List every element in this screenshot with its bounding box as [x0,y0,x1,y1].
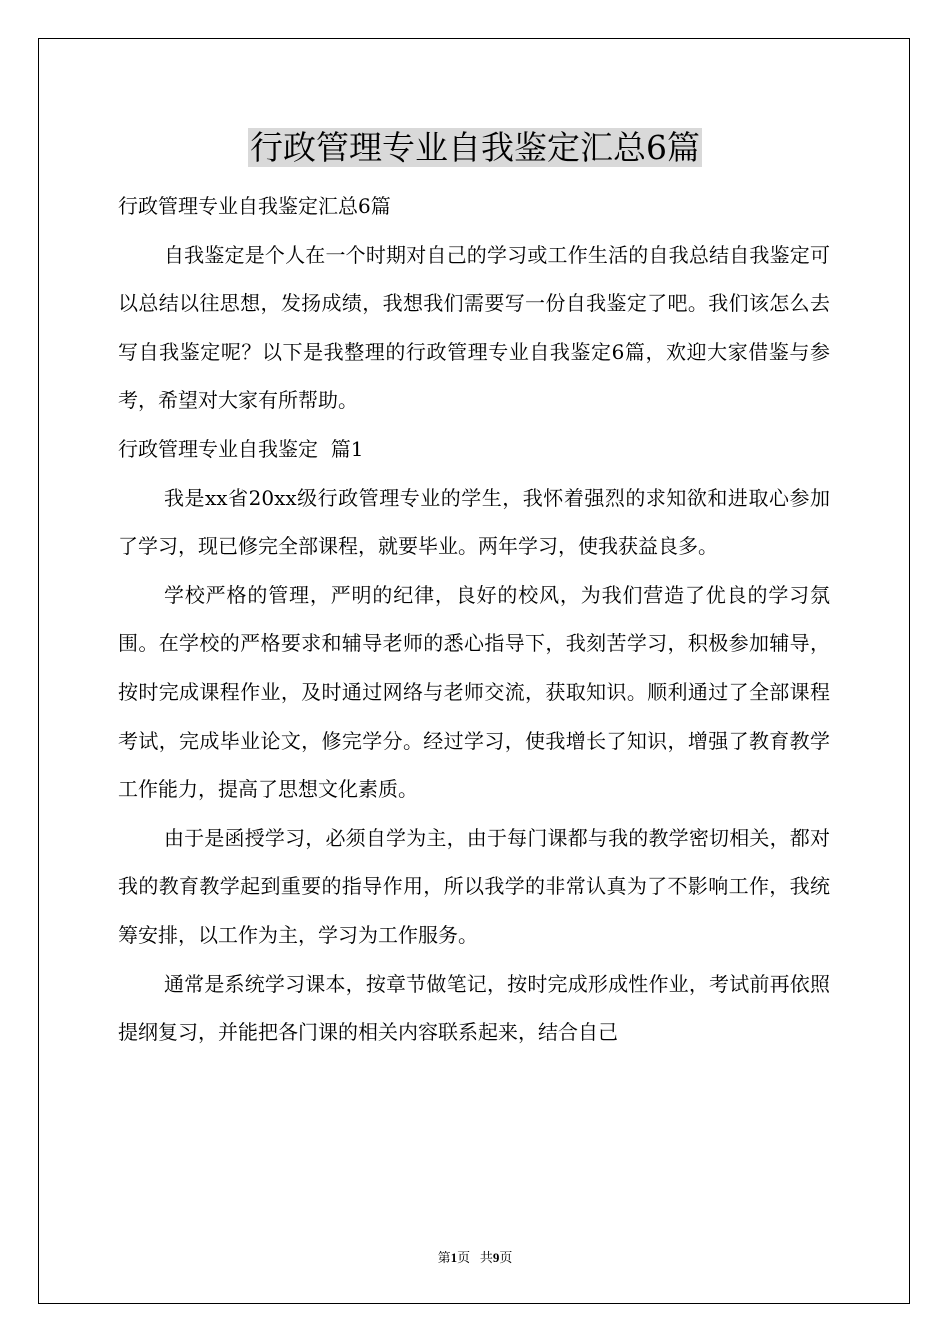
footer-prefix: 第 [437,1250,451,1265]
footer-page-suffix: 页 [457,1250,471,1265]
page-footer [0,1247,950,1266]
section-heading: 行政管理专业自我鉴定 篇1 [118,436,364,461]
document-subtitle: 行政管理专业自我鉴定汇总6篇 [118,194,391,218]
footer-total-suffix: 页 [499,1250,513,1265]
body-paragraph-2: 学校严格的管理，严明的纪律，良好的校风，为我们营造了优良的学习氛围。在学校的严格要求和辅导老师的悉心指导下，我刻苦学习，积极参加辅导，按时完成课程作业，及时通过网络与老师交流，获取知识。顺利通过了全部课程考试，完成毕业论文，修完学分。经过学习，使我增长了知识，增强了教育教学工作能力，提高了思想文化素质。 [118,582,830,802]
intro-paragraph: 自我鉴定是个人在一个时期对自己的学习或工作生活的自我总结自我鉴定可以总结以往思想，发扬成绩，我想我们需要写一份自我鉴定了吧。我们该怎么去写自我鉴定呢？以下是我整理的行政管理专业自我鉴定6篇，欢迎大家借鉴与参考，希望对大家有所帮助。 [118,242,830,413]
document-title [0,118,950,178]
footer-page-number: 1 [450,1250,458,1265]
document-body [118,182,830,1057]
body-paragraph-4: 通常是系统学习课本，按章节做笔记，按时完成形成性作业，考试前再依照提纲复习，并能把各门课的相关内容联系起来，结合自己 [118,971,830,1045]
document-title-text: 行政管理专业自我鉴定汇总6篇 [250,128,700,167]
footer-total-prefix: 共 [479,1250,493,1265]
body-paragraph-1: 我是xx省20xx级行政管理专业的学生，我怀着强烈的求知欲和进取心参加了学习，现已修完全部课程，就要毕业。两年学习，使我获益良多。 [118,485,830,559]
body-paragraph-3: 由于是函授学习，必须自学为主，由于每门课都与我的教学密切相关，都对我的教育教学起到重要的指导作用，所以我学的非常认真为了不影响工作，我统筹安排，以工作为主，学习为工作服务。 [118,825,830,947]
footer-total-pages: 9 [492,1250,500,1265]
